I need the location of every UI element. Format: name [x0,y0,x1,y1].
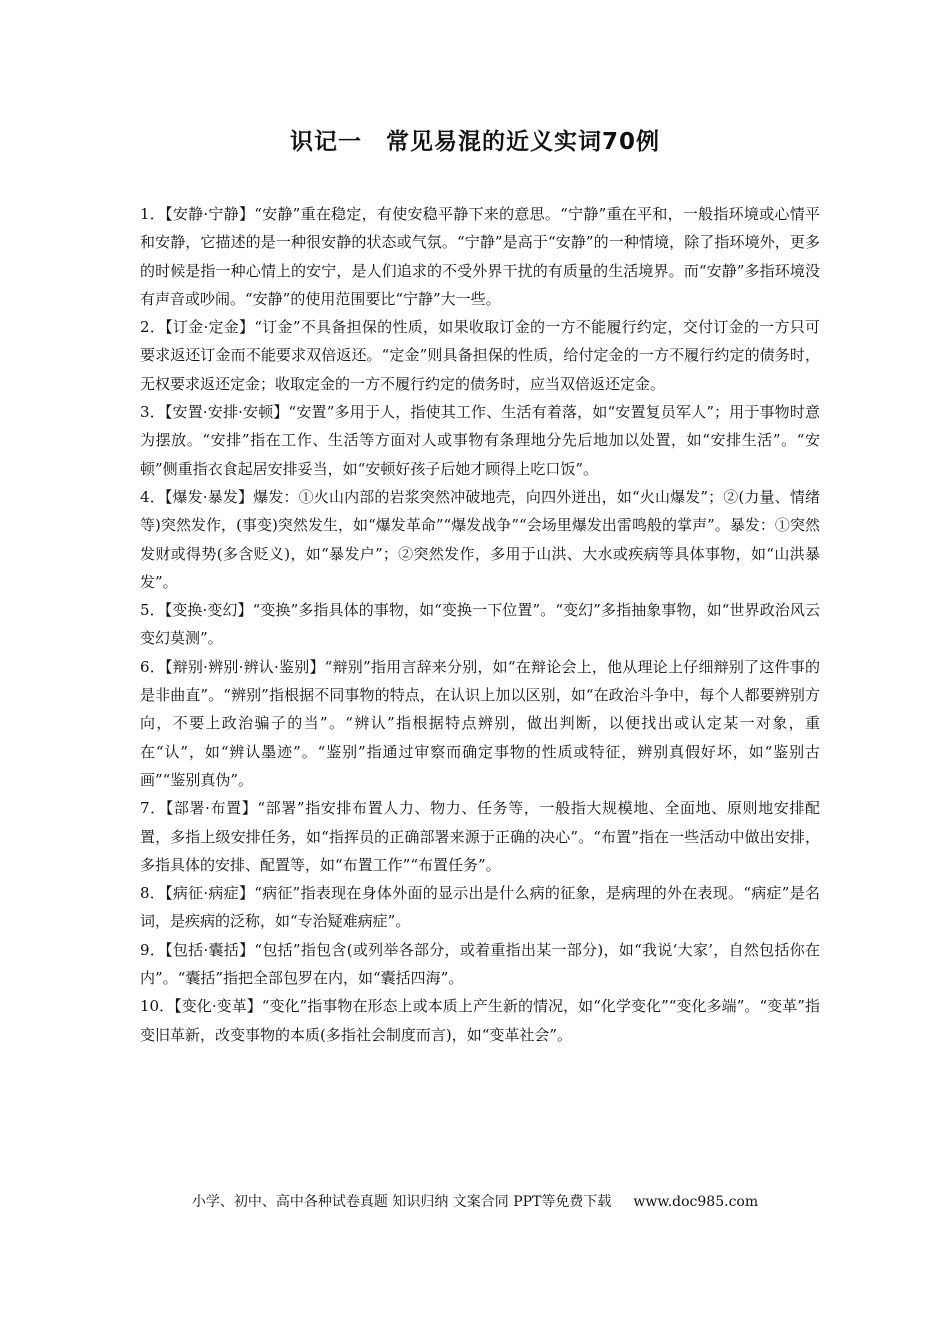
list-item: 1．【安静·宁静】“安静”重在稳定，有使安稳平静下来的意思。“宁静”重在平和，一般指环境或心情平和安静，它描述的是一种很安静的状态或气氛。“宁静”是高于“安静”的一种情境，除了指环境外，更多的时候是指一种心情上的安宁，是人们追求的不受外界干扰的有质量的生活境界。而“安静”多指环境没有声音或吵闹。“安静”的使用范围要比“宁静”大一些。 [140,205,820,308]
list-item: 10．【变化·变革】“变化”指事物在形态上或本质上产生新的情况，如“化学变化”“变化多端”。“变革”指变旧革新，改变事物的本质(多指社会制度而言)，如“变革社会”。 [140,997,820,1044]
list-item: 5．【变换·变幻】“变换”多指具体的事物，如“变换一下位置”。“变幻”多指抽象事物，如“世界政治风云变幻莫测”。 [140,601,820,648]
page-title: 识记一 常见易混的近义实词70例 [289,129,660,155]
list-item: 4．【爆发·暴发】爆发：①火山内部的岩浆突然冲破地壳，向四外迸出，如“火山爆发”；②(力量、情绪等)突然发作，(事变)突然发生，如“爆发革命”“爆发战争”“会场里爆发出雷鸣般的掌声”。暴发：①突然发财或得势(多含贬义)，如“暴发户”；②突然发作，多用于山洪、大水或疾病等具体事物，如“山洪暴发”。 [140,487,820,591]
list-item: 9．【包括·囊括】“包括”指包含(或列举各部分，或着重指出某一部分)，如“我说‘大家’，自然包括你在内”。“囊括”指把全部包罗在内，如“囊括四海”。 [140,940,820,988]
footer-website: www.doc985.com [633,1194,759,1210]
list-item: 8．【病征·病症】“病征”指表现在身体外面的显示出是什么病的征象，是病理的外在表现。“病症”是名词，是疾病的泛称，如“专治疑难病症”。 [140,884,820,931]
page-footer [0,1190,950,1214]
list-item: 3．【安置·安排·安顿】“安置”多用于人，指使其工作、生活有着落，如“安置复员军人”；用于事物时意为摆放。“安排”指在工作、生活等方面对人或事物有条理地分先后地加以处置，如“安排生活”。“安顿”侧重指衣食起居安排妥当，如“安顿好孩子后她才顾得上吃口饭”。 [140,403,820,478]
list-item: 2．【订金·定金】“订金”不具备担保的性质，如果收取订金的一方不能履行约定，交付订金的一方只可要求返还订金而不能要求双倍返还。“定金”则具备担保的性质，给付定金的一方不履行约定的债务时，无权要求返还定金；收取定金的一方不履行约定的债务时，应当双倍返还定金。 [140,318,820,393]
word-list [140,200,820,1049]
list-item: 6．【辩别·辨别·辨认·鉴别】“辩别”指用言辞来分别，如“在辩论会上，他从理论上仔细辩别了这件事的是非曲直”。“辨别”指根据不同事物的特点，在认识上加以区别，如“在政治斗争中，每个人都要辨别方向，不要上政治骗子的当”。“辨认”指根据特点辨别，做出判断，以便找出或认定某一对象，重在“认”，如“辨认墨迹”。“鉴别”指通过审察而确定事物的性质或特征，辨别真假好坏，如“鉴别古画”“鉴别真伪”。 [140,657,820,789]
footer-text: 小学、初中、高中各种试卷真题 知识归纳 文案合同 PPT等免费下载 [191,1194,612,1210]
list-item: 7．【部署·布置】“部署”指安排布置人力、物力、任务等，一般指大规模地、全面地、原则地安排配置，多指上级安排任务，如“指挥员的正确部署来源于正确的决心”。“布置”指在一些活动中做出安排，多指具体的安排、配置等，如“布置工作”“布置任务”。 [140,799,820,874]
